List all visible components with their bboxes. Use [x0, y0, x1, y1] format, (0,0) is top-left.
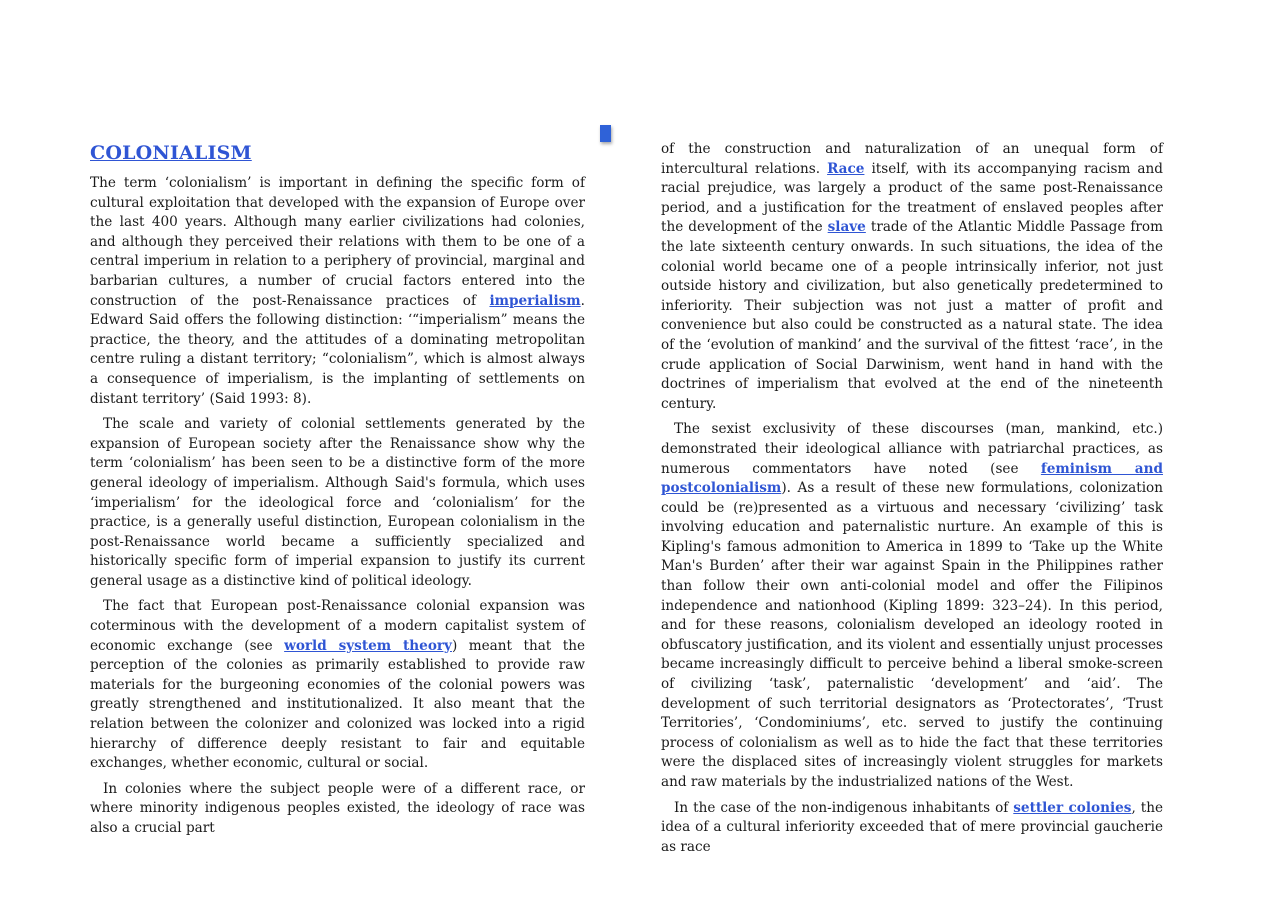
- left-column: [90, 140, 585, 845]
- paragraph-6-text-a: The sexist exclusivity of these discourses (man, mankind, etc.) demonstrated their ideological alliance with patriarchal practices, as numerous commentators have noted (see: [661, 421, 1163, 477]
- paragraph-7-text-a: In the case of the non-indigenous inhabitants of: [674, 799, 1014, 816]
- paragraph-5: [661, 140, 1163, 414]
- paragraph-1: [90, 174, 585, 409]
- link-feminism-and-postcolonialism[interactable]: feminism and postcolonialism: [661, 460, 1163, 497]
- paragraph-5-text-c: trade of the Atlantic Middle Passage from the late sixteenth century onwards. In such situations, the idea of the colonial world became one of a people intrinsically inferior, not just outside history and civilization, but also genetically predetermined to inferiority. Their subjection was not just a matter of profit and convenience but also could be constructed as a natural state. The idea of the ‘evolution of mankind’ and the survival of the fittest ‘race’, in the crude application of Social Darwinism, went hand in hand with the doctrines of imperialism that evolved at the end of the nineteenth century.: [661, 219, 1163, 412]
- link-settler-colonies[interactable]: settler colonies: [1013, 799, 1132, 816]
- link-race[interactable]: Race: [827, 160, 865, 177]
- paragraph-4: In colonies where the subject people were of a different race, or where minority indigenous peoples existed, the ideology of race was also a crucial part: [90, 780, 585, 836]
- paragraph-1-text-b: . Edward Said offers the following distinction: ‘“imperialism” means the practice, the theory, and the attitudes of a dominating metropolitan centre ruling a distant territory; “colonialism”, which is almost always a consequence of imperialism, is the implanting of settlements on distant territory’ (Said 1993: 8).: [90, 292, 585, 407]
- paragraph-2: The scale and variety of colonial settlements generated by the expansion of European society after the Renaissance show why the term ‘colonialism’ has been seen to be a distinctive form of the more general ideology of imperialism. Although Said's formula, which uses ‘imperialism’ for the ideological force and ‘colonialism’ for the practice, is a generally useful distinction, European colonialism in the post-Renaissance world became a sufficiently specialized and historically specific form of imperial expansion to justify its current general usage as a distinctive kind of political ideology.: [90, 416, 585, 589]
- link-slave[interactable]: slave: [827, 219, 866, 236]
- paragraph-1-text-a: The term ‘colonialism’ is important in defining the specific form of cultural exploitation that developed with the expansion of Europe over the last 400 years. Although many earlier civilizations had colonies, and although they perceived their relations with them to be one of a central imperium in relation to a periphery of provincial, marginal and barbarian cultures, a number of crucial factors entered into the construction of the post-Renaissance practices of: [90, 175, 585, 309]
- paragraph-7: [661, 799, 1163, 858]
- link-world-system-theory[interactable]: world system theory: [284, 637, 452, 654]
- paragraph-3-text-b: ) meant that the perception of the colonies as primarily established to provide raw materials for the burgeoning economies of the colonial powers was greatly strengthened and institutionalized. It also meant that the relation between the colonizer and colonized was locked into a rigid hierarchy of difference deeply resistant to fair and equitable exchanges, whether economic, cultural or social.: [90, 637, 586, 772]
- page-bookmark-marker[interactable]: [600, 125, 611, 142]
- paragraph-6: [661, 420, 1163, 792]
- paragraph-3: [90, 597, 585, 773]
- paragraph-5-text-b: itself, with its accompanying racism and racial prejudice, was largely a product of the same post-Renaissance period, and a justification for the treatment of enslaved peoples after the development of the: [661, 160, 1163, 236]
- paragraph-3-text-a: The fact that European post-Renaissance colonial expansion was coterminous with the development of a modern capitalist system of economic exchange (see: [90, 598, 585, 654]
- paragraph-5-text-a: of the construction and naturalization of an unequal form of intercultural relations.: [661, 141, 1163, 177]
- entry-title: COLONIALISM: [90, 142, 252, 164]
- link-imperialism[interactable]: imperialism: [489, 292, 581, 309]
- paragraph-6-text-b: ). As a result of these new formulations, colonization could be (re)presented as a virtuous and necessary ‘civilizing’ task involving education and paternalistic nurture. An example of this is Kipling's famous admonition to America in 1899 to ‘Take up the White Man's Burden’ after their war against Spain in the Philippines rather than follow their own anti-colonial model and offer the Filipinos independence and nationhood (Kipling 1899: 323–24). In this period, and for these reasons, colonialism developed an ideology rooted in obfuscatory justification, and its violent and essentially unjust processes became increasingly difficult to perceive behind a liberal smoke-screen of civilizing ‘task’, paternalistic ‘development’ and ‘aid’. The development of such territorial designators as ‘Protectorates’, ‘Trust Territories’, ‘Condominiums’, etc. served to justify the continuing process of colonialism as well as to hide the fact that these territories were the displaced sites of increasingly violent struggles for markets and raw materials by the industrialized nations of the West.: [661, 480, 1163, 790]
- paragraph-7-text-b: , the idea of a cultural inferiority exceeded that of mere provincial gaucherie as race: [661, 799, 1163, 855]
- right-column: [661, 140, 1163, 863]
